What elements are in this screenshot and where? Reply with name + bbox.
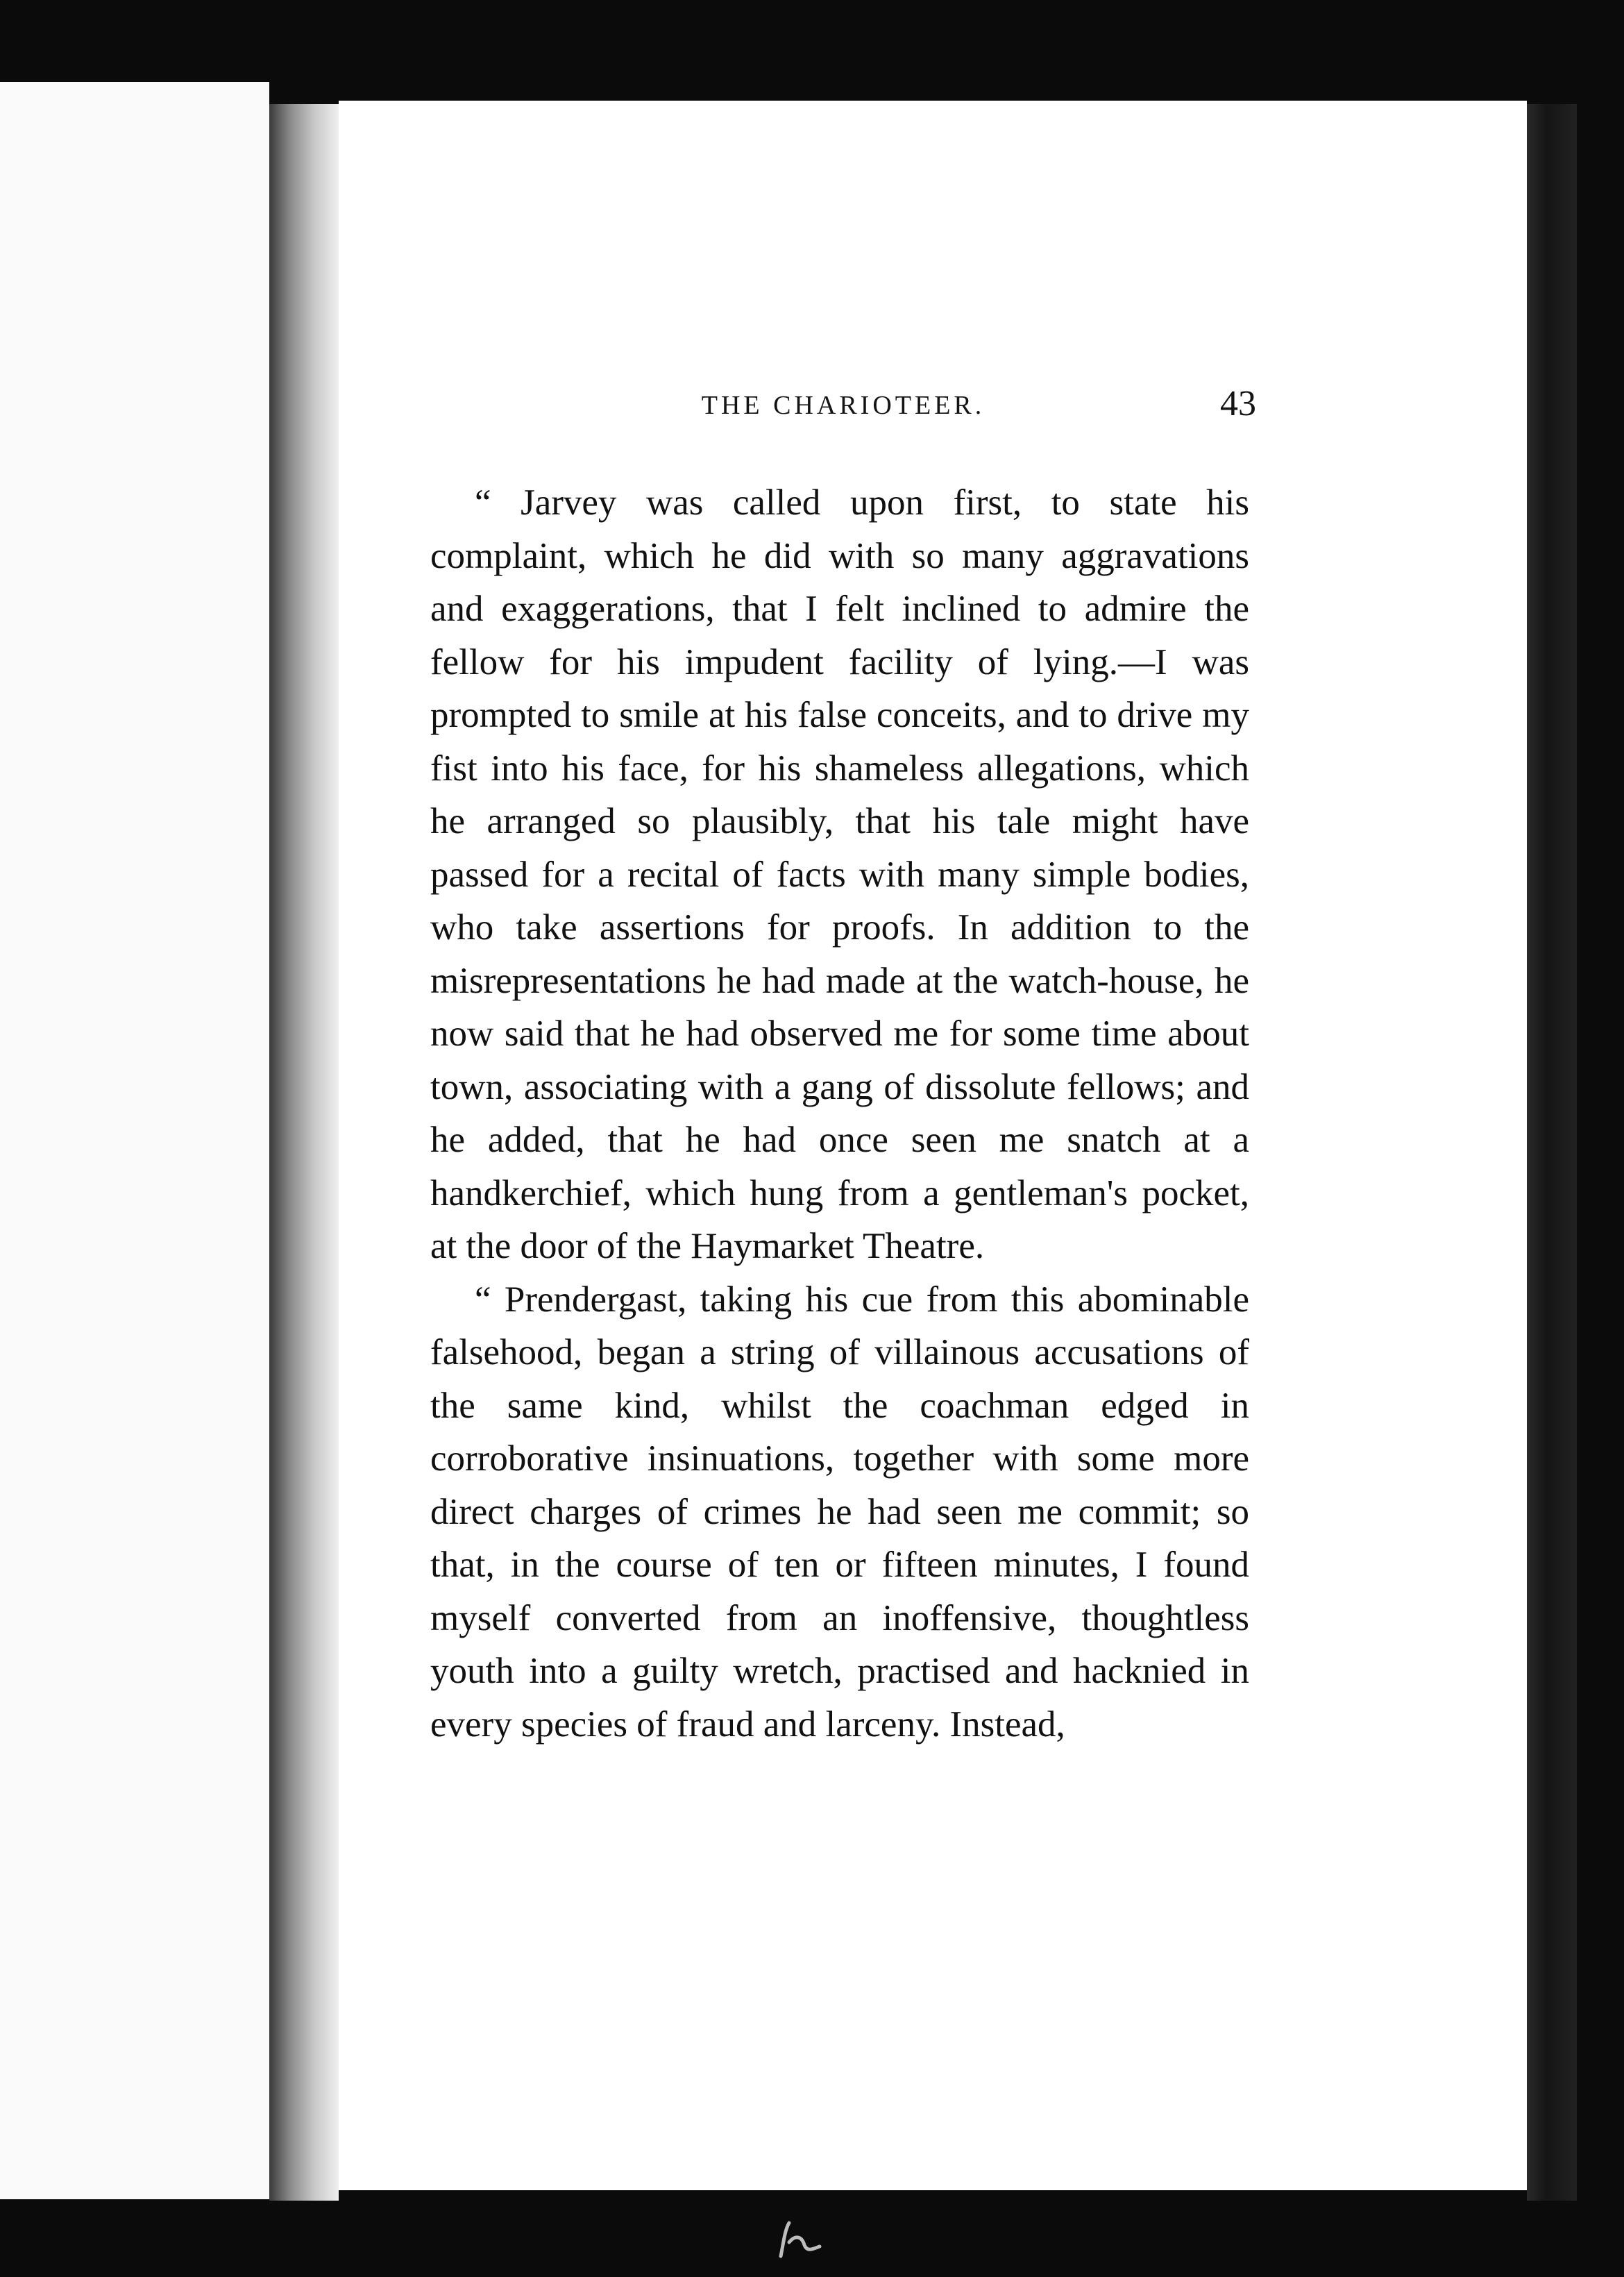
running-title: THE CHARIOTEER. xyxy=(701,391,986,420)
handwritten-mark xyxy=(774,2215,829,2263)
paragraph-1: “ Jarvey was called upon first, to state his complaint, which he did with so many aggravations and exaggerations, that I felt inclined to admire the fellow for his impudent facility of lying.—I was prompted to smile at his false conceits, and to drive my fist into his face, for his shameless allegations, which he arranged so plausibly, that his tale might have passed for a recital of facts with many simple bodies, who take assertions for proofs. In addition to the misrepresentations he had made at the watch-house, he now said that he had observed me for some time about town, associating with a gang of dissolute fellows; and he added, that he had once seen me snatch at a handkerchief, which hung from a gentleman's pocket, at the door of the Haymarket Theatre. xyxy=(430,482,1249,1266)
paragraph-2: “ Prendergast, taking his cue from this abominable falsehood, began a string of villainous accusations of the same kind, whilst the coachman edged in corroborative insinuations, together with some more direct charges of crimes he had seen me commit; so that, in the course of ten or fifteen minutes, I found myself converted from an inoffensive, thoughtless youth into a guilty wretch, practised and hacknied in every species of fraud and larceny. Instead, xyxy=(430,1279,1249,1745)
page-body xyxy=(430,476,1249,1751)
book-edge xyxy=(1527,104,1577,2201)
page-number: 43 xyxy=(1220,384,1256,423)
previous-page xyxy=(0,82,269,2199)
spine-shadow xyxy=(269,104,339,2201)
